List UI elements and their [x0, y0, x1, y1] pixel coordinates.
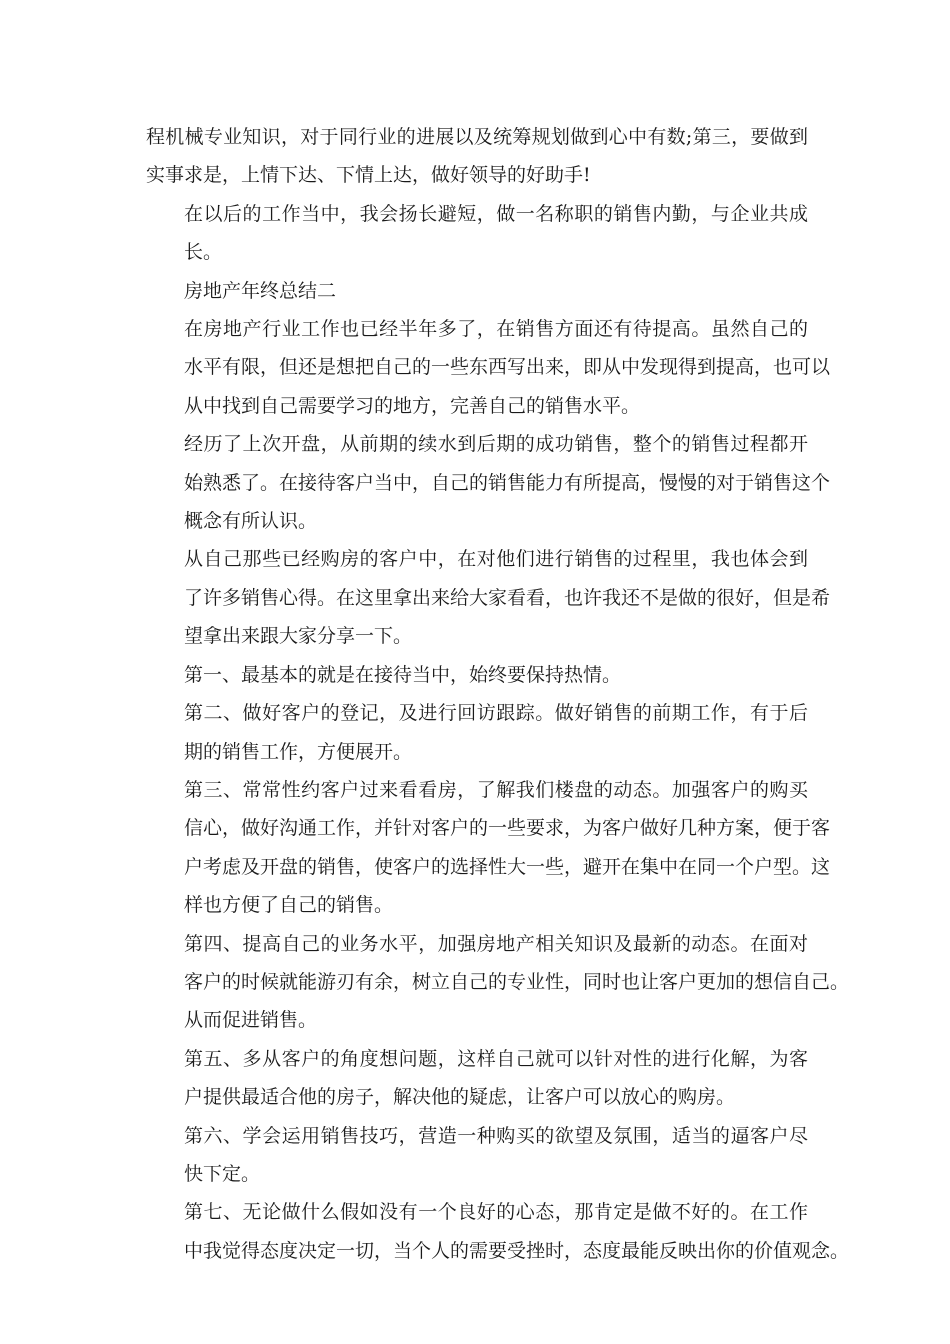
text-line: 客户的时候就能游刃有余，树立自己的专业性，同时也让客户更加的想信自己。	[184, 970, 850, 993]
paragraph	[146, 925, 850, 1040]
paragraph	[146, 771, 831, 925]
text-line: 程机械专业知识，对于同行业的进展以及统筹规划做到心中有数;第三，要做到	[146, 126, 808, 148]
text-line: 实事求是，上情下达、下情上达，做好领导的好助手!	[146, 164, 591, 187]
text-line: 了许多销售心得。在这里拿出来给大家看看，也许我还不是做的很好，但是希	[184, 586, 831, 609]
paragraph	[146, 1040, 808, 1117]
text-line: 信心，做好沟通工作，并针对客户的一些要求，为客户做好几种方案，便于客	[184, 817, 831, 840]
text-line: 第七、无论做什么假如没有一个良好的心态，那肯定是做不好的。在工作	[184, 1201, 808, 1224]
text-line: 始熟悉了。在接待客户当中，自己的销售能力有所提高，慢慢的对于销售这个	[184, 471, 831, 494]
text-line: 第六、学会运用销售技巧，营造一种购买的欲望及氛围，适当的逼客户尽	[184, 1124, 808, 1147]
text-line: 户提供最适合他的房子，解决他的疑虑，让客户可以放心的购房。	[184, 1086, 736, 1109]
text-line: 中我觉得态度决定一切，当个人的需要受挫时，态度最能反映出你的价值观念。	[184, 1239, 850, 1262]
paragraph	[146, 195, 808, 272]
text-line: 房地产年终总结二	[184, 279, 337, 302]
text-line: 第二、做好客户的登记，及进行回访跟踪。做好销售的前期工作，有于后	[184, 702, 808, 725]
text-line: 从而促进销售。	[184, 1009, 318, 1032]
section-heading	[146, 272, 808, 310]
paragraph	[146, 1193, 850, 1270]
text-line: 第一、最基本的就是在接待当中，始终要保持热情。	[184, 663, 622, 686]
paragraph	[146, 656, 808, 694]
paragraph	[146, 694, 808, 771]
text-line: 概念有所认识。	[184, 510, 318, 533]
text-line: 第三、常常性约客户过来看看房，了解我们楼盘的动态。加强客户的购买	[184, 778, 808, 801]
text-line: 水平有限，但还是想把自己的一些东西写出来，即从中发现得到提高，也可以	[184, 356, 831, 379]
paragraph	[146, 118, 808, 195]
text-line: 户考虑及开盘的销售，使客户的选择性大一些，避开在集中在同一个户型。这	[184, 855, 831, 878]
paragraph	[146, 1117, 808, 1194]
text-line: 期的销售工作，方便展开。	[184, 740, 413, 763]
text-line: 从中找到自己需要学习的地方，完善自己的销售水平。	[184, 394, 641, 417]
text-line: 望拿出来跟大家分享一下。	[184, 625, 413, 648]
text-line: 快下定。	[184, 1162, 261, 1185]
text-line: 样也方便了自己的销售。	[184, 894, 394, 917]
text-line: 长。	[184, 241, 223, 264]
paragraph	[146, 425, 831, 540]
paragraph	[146, 310, 831, 425]
text-line: 在房地产行业工作也已经半年多了，在销售方面还有待提高。虽然自己的	[184, 318, 808, 341]
paragraph	[146, 540, 831, 655]
document-body	[146, 118, 850, 1270]
text-line: 第五、多从客户的角度想问题，这样自己就可以针对性的进行化解，为客	[184, 1047, 808, 1070]
text-line: 第四、提高自己的业务水平，加强房地产相关知识及最新的动态。在面对	[184, 932, 808, 955]
text-line: 在以后的工作当中，我会扬长避短，做一名称职的销售内勤，与企业共成	[184, 202, 808, 225]
text-line: 经历了上次开盘，从前期的续水到后期的成功销售，整个的销售过程都开	[184, 433, 808, 456]
text-line: 从自己那些已经购房的客户中，在对他们进行销售的过程里，我也体会到	[184, 548, 808, 571]
